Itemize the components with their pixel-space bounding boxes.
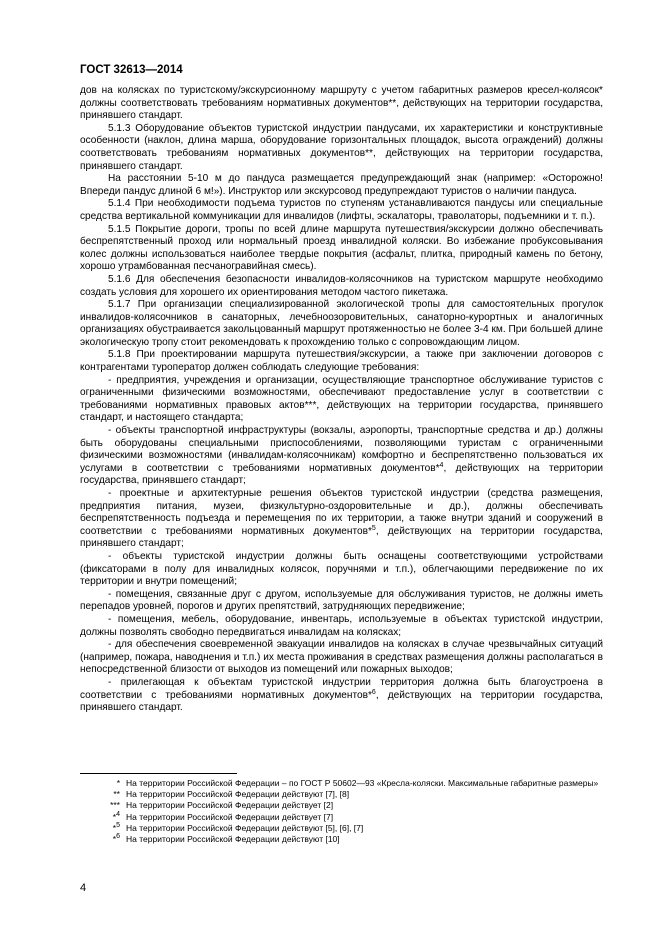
list-item bbox=[80, 425, 603, 488]
list-item-text: - объекты транспортной инфраструктуры (вокзалы, аэропорты, транспортные средства и др.) должны быть оборудованы специальными приспособлениями, позволяющими туристам с ограниченными физическими возможностями (инвалидам-колясочникам) комфортно и беспрепятственно пользоваться их услугами в соответствии с требованиями нормативных документов* bbox=[80, 425, 603, 474]
list-item: - объекты туристской индустрии должны быть оснащены соответствующими устройствами (фиксаторами в полу для инвалидных колясок, поручнями и т.п.), облегчающими передвижение по их территории и внутри помещений; bbox=[80, 550, 603, 588]
footnote bbox=[80, 812, 603, 823]
footnote-ref: 4 bbox=[439, 461, 444, 469]
paragraph-5-1-5: 5.1.5 Покрытие дороги, тропы по всей длине маршрута путешествия/экскурсии должно обеспечивать беспрепятственный проход или нормальный проезд инвалидной коляски. Во избежание пробуксовывания колес должны использоваться наиболее твердые покрытия (асфальт, плитка, природный камень по бетону, хорошо утрамбованная песчаногравийная смесь). bbox=[80, 223, 603, 273]
footnote-text: На территории Российской Федерации действует [2] bbox=[126, 800, 334, 811]
footnotes bbox=[80, 778, 603, 845]
footnote-marker-star: * bbox=[112, 834, 117, 845]
main-text bbox=[80, 85, 603, 715]
footnote-marker-number: 6 bbox=[116, 833, 120, 841]
paragraph-5-1-3: 5.1.3 Оборудование объектов туристской индустрии пандусами, их характеристики и конструктивные особенности (наклон, длина марша, оборудование горизонтальных площадок, высота ограждений) должны соответствовать требованиям нормативных документов**, действующих на территории государства, принявшего стандарт. bbox=[80, 122, 603, 172]
footnote-marker-number: 4 bbox=[116, 810, 120, 818]
footnote-text: На территории Российской Федерации действует [7] bbox=[126, 811, 334, 822]
footnote-marker: *** bbox=[110, 800, 120, 811]
list-item-text: - проектные и архитектурные решения объектов туристской индустрии (средства размещения, предприятия питания, музеи, физкультурно-оздоровительные и др.), должны обеспечивать беспрепятственность подъезда и перемещения по их территории, а также внутри зданий и сооружений в соответствии с требованиями нормативных документов* bbox=[80, 488, 603, 537]
paragraph-5-1-6: 5.1.6 Для обеспечения безопасности инвалидов-колясочников на туристском маршруте необходимо создать условия для хорошего их ориентирования методом частого пикетажа. bbox=[80, 273, 603, 298]
footnote-ref: 6 bbox=[371, 688, 376, 696]
paragraph-5-1-7: 5.1.7 При организации специализированной экологической тропы для самостоятельных прогулок инвалидов-колясочников в санаторных, лечебноозоровительных, санаторно-курортных и аналогичных организациях обустраивается закольцованный маршрут протяженностью не более 3-4 км. При большей длине экологическую тропу стоит рекомендовать к прохождению только с сопровождающим лицом. bbox=[80, 299, 603, 348]
footnote bbox=[80, 823, 603, 834]
footnote-marker bbox=[80, 834, 126, 845]
paragraph-5-1-4: 5.1.4 При необходимости подъема туристов по ступеням устанавливаются пандусы или специальные средства вертикальной коммуникации для инвалидов (лифты, эскалаторы, траволаторы, подъемники и т. п.). bbox=[80, 198, 603, 222]
list-item: - помещения, связанные друг с другом, используемые для обслуживания туристов, не должны иметь перепадов уровней, порогов и других препятствий, затрудняющих передвижение; bbox=[80, 588, 603, 613]
footnote-ref: 5 bbox=[371, 524, 376, 532]
footnote-text: На территории Российской Федерации действуют [5], [6], [7] bbox=[126, 822, 364, 833]
list-item: - предприятия, учреждения и организации, осуществляющие транспортное обслуживание туристов с ограниченными физическими возможностями, обеспечивают предоставление услуг в соответствии с требованиями нормативных правовых актов***, действующих на территории государства, принявшего стандарт, и настоящего стандарта; bbox=[80, 374, 603, 424]
footnote-divider bbox=[80, 773, 237, 774]
list-item bbox=[80, 677, 603, 715]
footnote-text: На территории Российской Федерации действуют [7], [8] bbox=[126, 789, 350, 800]
paragraph-5-1-8: 5.1.8 При проектировании маршрута путешествия/экскурсии, а также при заключении договоров с контрагентами туроператор должен соблюдать следующие требования: bbox=[80, 349, 603, 374]
footnote bbox=[80, 800, 603, 811]
page-number: 4 bbox=[80, 882, 87, 894]
paragraph: На расстоянии 5-10 м до пандуса размещается предупреждающий знак (например: «Осторожно! Впереди пандус длиной 6 м!»). Инструктор или экскурсовод предупреждают туристов о наличии пандуса. bbox=[80, 173, 603, 197]
list-item: - помещения, мебель, оборудование, инвентарь, используемые в объектах туристской индустрии, должны позволять свободно передвигаться инвалидам на колясках; bbox=[80, 613, 603, 638]
list-item-text: , действующих на территории государства, принявшего стандарт; bbox=[80, 462, 604, 487]
footnote-text: На территории Российской Федерации – по ГОСТ Р 50602—93 «Кресла-коляски. Максимальные габаритные размеры» bbox=[126, 778, 599, 788]
list-item-text: , действующих на территории государства, принявшего стандарт. bbox=[80, 689, 603, 714]
footnote bbox=[80, 789, 603, 800]
footnote bbox=[80, 834, 603, 845]
list-item bbox=[80, 488, 603, 551]
footnote-marker: * bbox=[116, 778, 120, 788]
list-item-text: , действующих на территории государства, принявшего стандарт; bbox=[80, 525, 603, 550]
footnote-text: На территории Российской Федерации действуют [10] bbox=[126, 834, 340, 845]
list-item-text: - прилегающая к объектам туристской индустрии территория должна быть благоустроена в соответствии с требованиями нормативных документов* bbox=[80, 676, 603, 701]
document-code-header: ГОСТ 32613—2014 bbox=[80, 64, 183, 76]
footnote-marker-number: 5 bbox=[116, 821, 120, 829]
paragraph: дов на колясках по туристскому/экскурсионному маршруту с учетом габаритных размеров кресел-колясок* должны соответствовать требованиям нормативных документов**, действующих на территории государства, принявшего стандарт. bbox=[80, 85, 603, 122]
footnote-marker-star: * bbox=[112, 811, 117, 822]
footnote-marker: ** bbox=[113, 789, 120, 800]
footnote-marker-star: * bbox=[112, 822, 117, 833]
list-item: - для обеспечения своевременной эвакуации инвалидов на колясках в случае чрезвычайных ситуаций (например, пожара, наводнения и т.п.) их места проживания в средствах размещения должны располагаться в непосредственной близости от выходов из помещений или пожарных выходов; bbox=[80, 639, 603, 676]
footnote bbox=[80, 778, 603, 789]
